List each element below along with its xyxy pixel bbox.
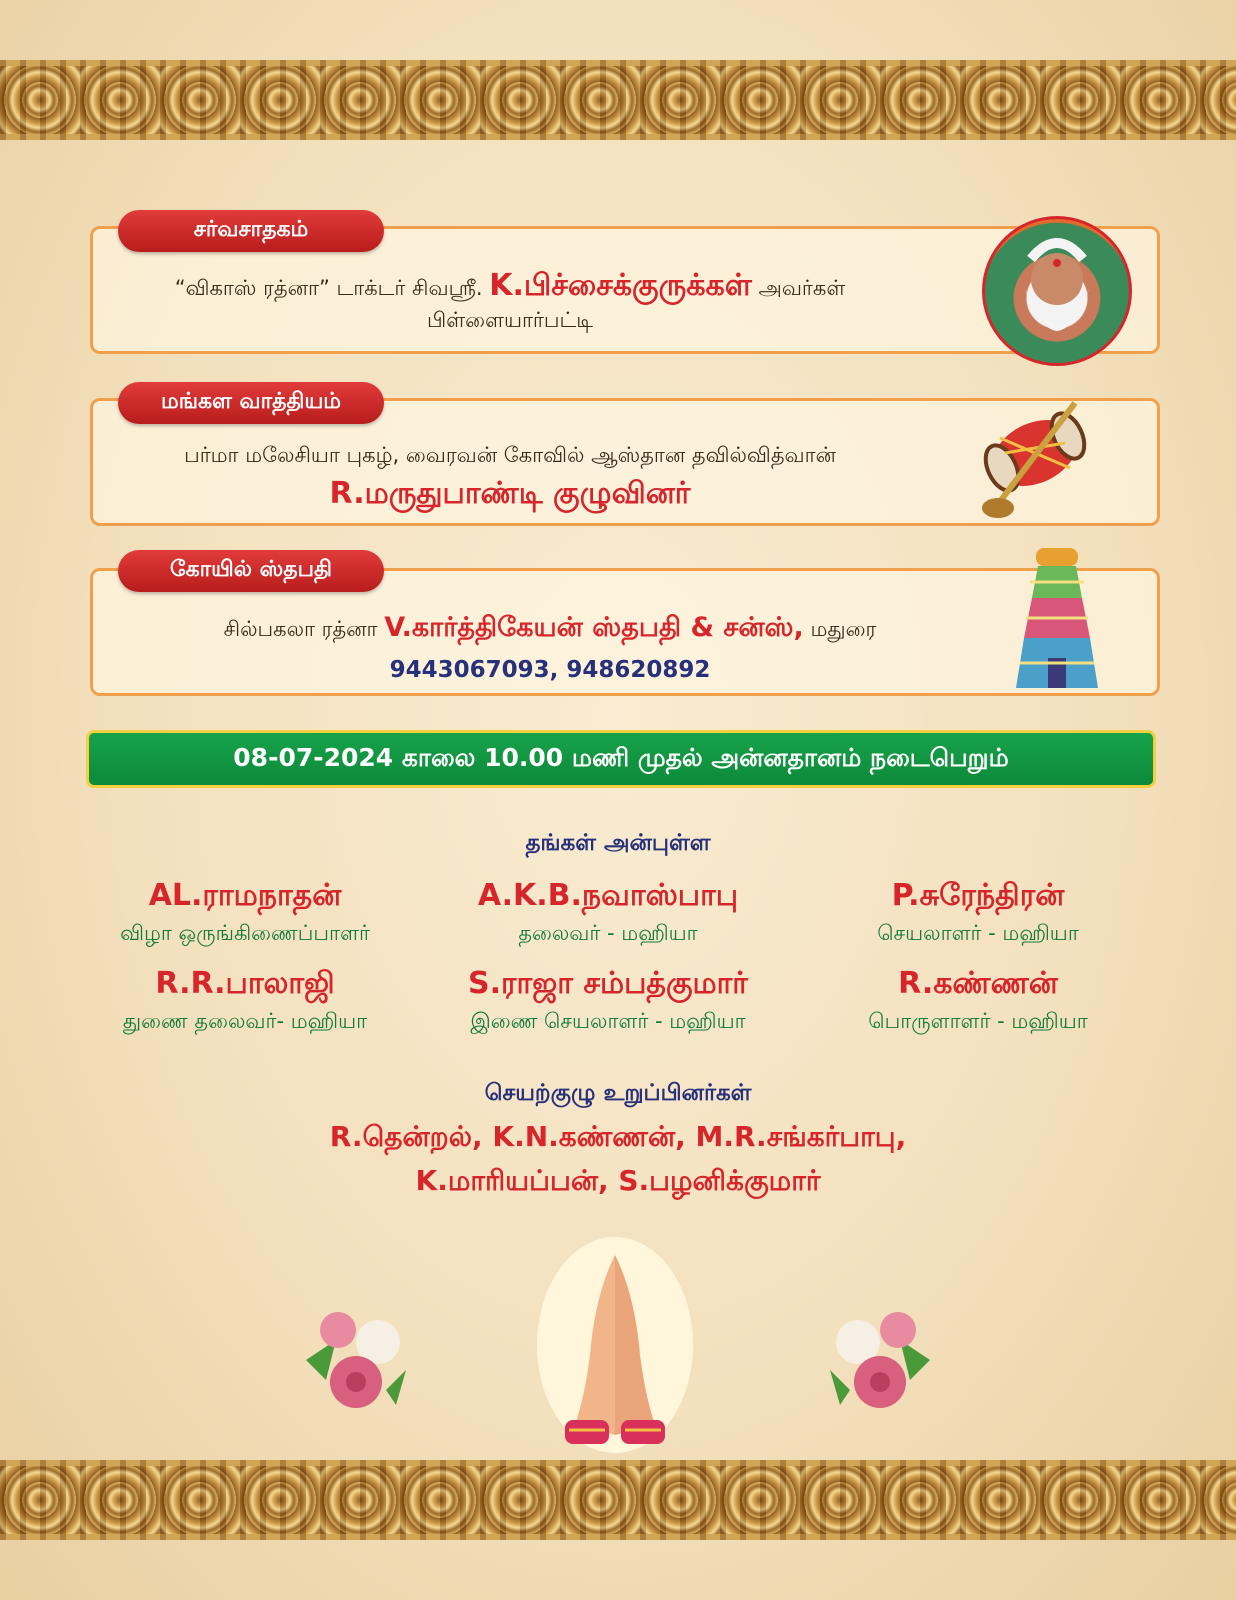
music-group-name: R.மருதுபாண்டி குழுவினர் xyxy=(329,476,691,511)
greeting: தங்கள் அன்புள்ள xyxy=(525,830,711,856)
committee-title: செயற்குழு உறுப்பினர்கள் xyxy=(484,1080,752,1106)
rose-bouquet-right-icon xyxy=(820,1300,940,1420)
officer-2 xyxy=(418,878,798,948)
officer-role: பொருளாளர் - மஹியா xyxy=(868,1009,1088,1033)
officer-name: P.சுரேந்திரன் xyxy=(891,878,1065,913)
bottom-ornamental-border xyxy=(0,1460,1236,1540)
annadhanam-banner: 08-07-2024 காலை 10.00 மணி முதல் அன்னதானம் நடைபெறும் xyxy=(86,730,1156,788)
officer-1 xyxy=(55,878,435,948)
officer-role: துணை தலைவர்- மஹியா xyxy=(122,1009,368,1033)
blessing-place: பிள்ளையார்பட்டி xyxy=(427,308,593,332)
officer-3 xyxy=(788,878,1168,948)
officer-role: இணை செயலாளர் - மஹியா xyxy=(470,1009,746,1033)
drum-icon xyxy=(980,398,1100,523)
sculptor-label: கோயில் ஸ்தபதி xyxy=(118,550,384,592)
rose-bouquet-left-icon xyxy=(296,1300,416,1420)
sculptor-title: சில்பகலா ரத்னா xyxy=(223,617,378,641)
blessing-priest-name: K.பிச்சைக்குருக்கள் xyxy=(489,268,752,303)
officer-5 xyxy=(418,966,798,1036)
blessing-title: “விகாஸ் ரத்னா” டாக்டர் சிவஸ்ரீ. xyxy=(174,276,483,300)
temple-tower-icon xyxy=(996,538,1118,690)
namaste-hands-icon xyxy=(535,1235,695,1465)
committee-members-line2: K.மாரியப்பன், S.பழனிக்குமார் xyxy=(415,1164,821,1197)
officer-name: S.ராஜா சம்பத்குமார் xyxy=(468,966,748,1001)
officer-role: தலைவர் - மஹியா xyxy=(518,921,698,945)
committee-members-line1: R.தென்றல், K.N.கண்ணன், M.R.சங்கர்பாபு, xyxy=(329,1120,907,1153)
officer-6 xyxy=(788,966,1168,1036)
officer-4 xyxy=(55,966,435,1036)
officer-name: R.R.பாலாஜி xyxy=(155,966,335,1001)
blessing-label: சர்வசாதகம் xyxy=(118,210,384,252)
sculptor-name: V.கார்த்திகேயன் ஸ்தபதி & சன்ஸ், xyxy=(384,612,804,643)
officer-name: A.K.B.நவாஸ்பாபு xyxy=(477,878,739,913)
sculptor-line1 xyxy=(120,612,980,647)
music-label: மங்கள வாத்தியம் xyxy=(118,382,384,424)
officer-role: செயலாளர் - மஹியா xyxy=(877,921,1079,945)
officer-role: விழா ஒருங்கிணைப்பாளர் xyxy=(120,921,370,945)
blessing-line1 xyxy=(120,268,900,307)
officer-name: R.கண்ணன் xyxy=(898,966,1058,1001)
music-line1: பர்மா மலேசியா புகழ், வைரவன் கோவில் ஆஸ்தான தவில்வித்வான் xyxy=(184,443,836,467)
top-ornamental-border xyxy=(0,60,1236,140)
officer-name: AL.ராமநாதன் xyxy=(148,878,342,913)
blessing-suffix: அவர்கள் xyxy=(758,276,846,300)
sculptor-phone: 9443067093, 948620892 xyxy=(389,657,711,683)
priest-portrait xyxy=(982,216,1132,366)
sculptor-city: மதுரை xyxy=(810,617,877,641)
